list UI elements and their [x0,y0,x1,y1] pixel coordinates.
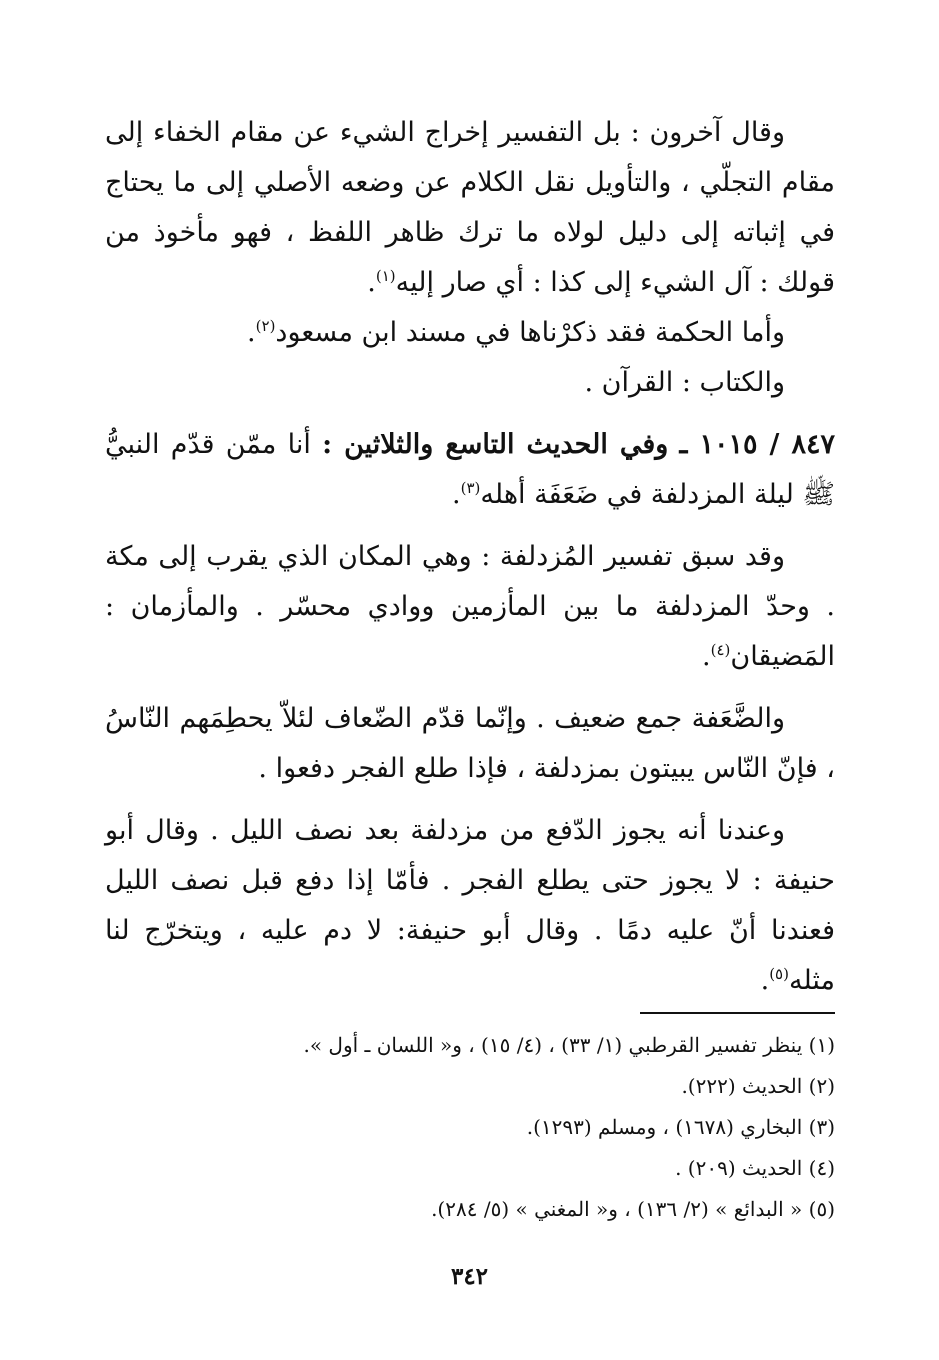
paragraph-text: وقال آخرون : بل التفسير إخراج الشيء عن مقام الخفاء إلى مقام التجلّي ، والتأويل نقل الكلام عن وضعه الأصلي إلى ما يحتاج في إثباته إلى دليل لولاه ما ترك ظاهر اللفظ ، فهو مأخوذ من قولك : آل الشيء إلى كذا : أي صار إليه [105,117,835,298]
hadith-heading [105,420,835,520]
hadith-number: ٨٤٧ / ١٠١٥ ـ [679,429,835,460]
footnote-item: (١) ينظر تفسير القرطبي (١/ ٣٣) ، (٤/ ١٥) ، و« اللسان ـ أول ». [303,1033,835,1057]
period: . [452,479,461,510]
period: . [367,267,376,298]
paragraph-text: وعندنا أنه يجوز الدّفع من مزدلفة بعد نصف الليل . وقال أبو حنيفة : لا يجوز حتى يطلع الفجر . فأمّا إذا دفع قبل نصف الليل فعندنا أنّ عليه دمًا . وقال أبو حنيفة: لا دم عليه ، ويتخرّج لنا مثله [105,815,835,996]
period: . [247,317,256,348]
paragraph-dafa-ruling [105,806,835,1006]
footnote-item: (٥) « البدائع » (٢/ ١٣٦) ، و« المغني » (٥/ ٢٨٤). [431,1197,835,1221]
paragraph-muzdalifa [105,532,835,682]
paragraph-text: وقد سبق تفسير المُزدلفة : وهي المكان الذي يقرب إلى مكة . وحدّ المزدلفة ما بين المأزمين ووادي محسّر . والمأزمان : المَضيقان [105,541,835,672]
page-number: ٣٤٢ [450,1263,489,1290]
paragraph-tafsir-definition [105,108,835,308]
period: . [760,965,770,996]
footnote-ref: (٤) [710,641,731,659]
main-text [105,108,835,1006]
footnote-separator [640,1012,835,1014]
footnote-ref: (٣) [460,479,481,497]
footnote-item: (٣) البخاري (١٦٧٨) ، ومسلم (١٢٩٣). [526,1115,835,1139]
period: . [702,641,711,672]
footnote-item: (٤) الحديث (٢٠٩) . [675,1156,835,1180]
footnote-ref: (٥) [769,965,789,983]
hadith-title: وفي الحديث التاسع والثلاثين : [322,429,669,460]
paragraph-hikma [105,308,835,358]
footnotes [105,1025,835,1230]
paragraph-kitab: والكتاب : القرآن . [584,367,785,398]
footnote-item: (٢) الحديث (٢٢٢). [681,1074,835,1098]
paragraph-daafa: والضَّعَفة جمع ضعيف . وإنّما قدّم الضّعاف لئلاّ يحطِمَهم النّاسُ ، فإنّ النّاس يبيتون بمزدلفة ، فإذا طلع الفجر دفعوا . [105,703,835,784]
footnote-ref: (١) [375,267,396,285]
hadith-text: أنا ممّن قدّم النبيُّ ﷺ ليلة المزدلفة في ضَعَفَة أهله [105,429,835,510]
paragraph-text: وأما الحكمة فقد ذكرْناها في مسند ابن مسعود [275,317,785,348]
footnote-ref: (٢) [255,317,276,335]
